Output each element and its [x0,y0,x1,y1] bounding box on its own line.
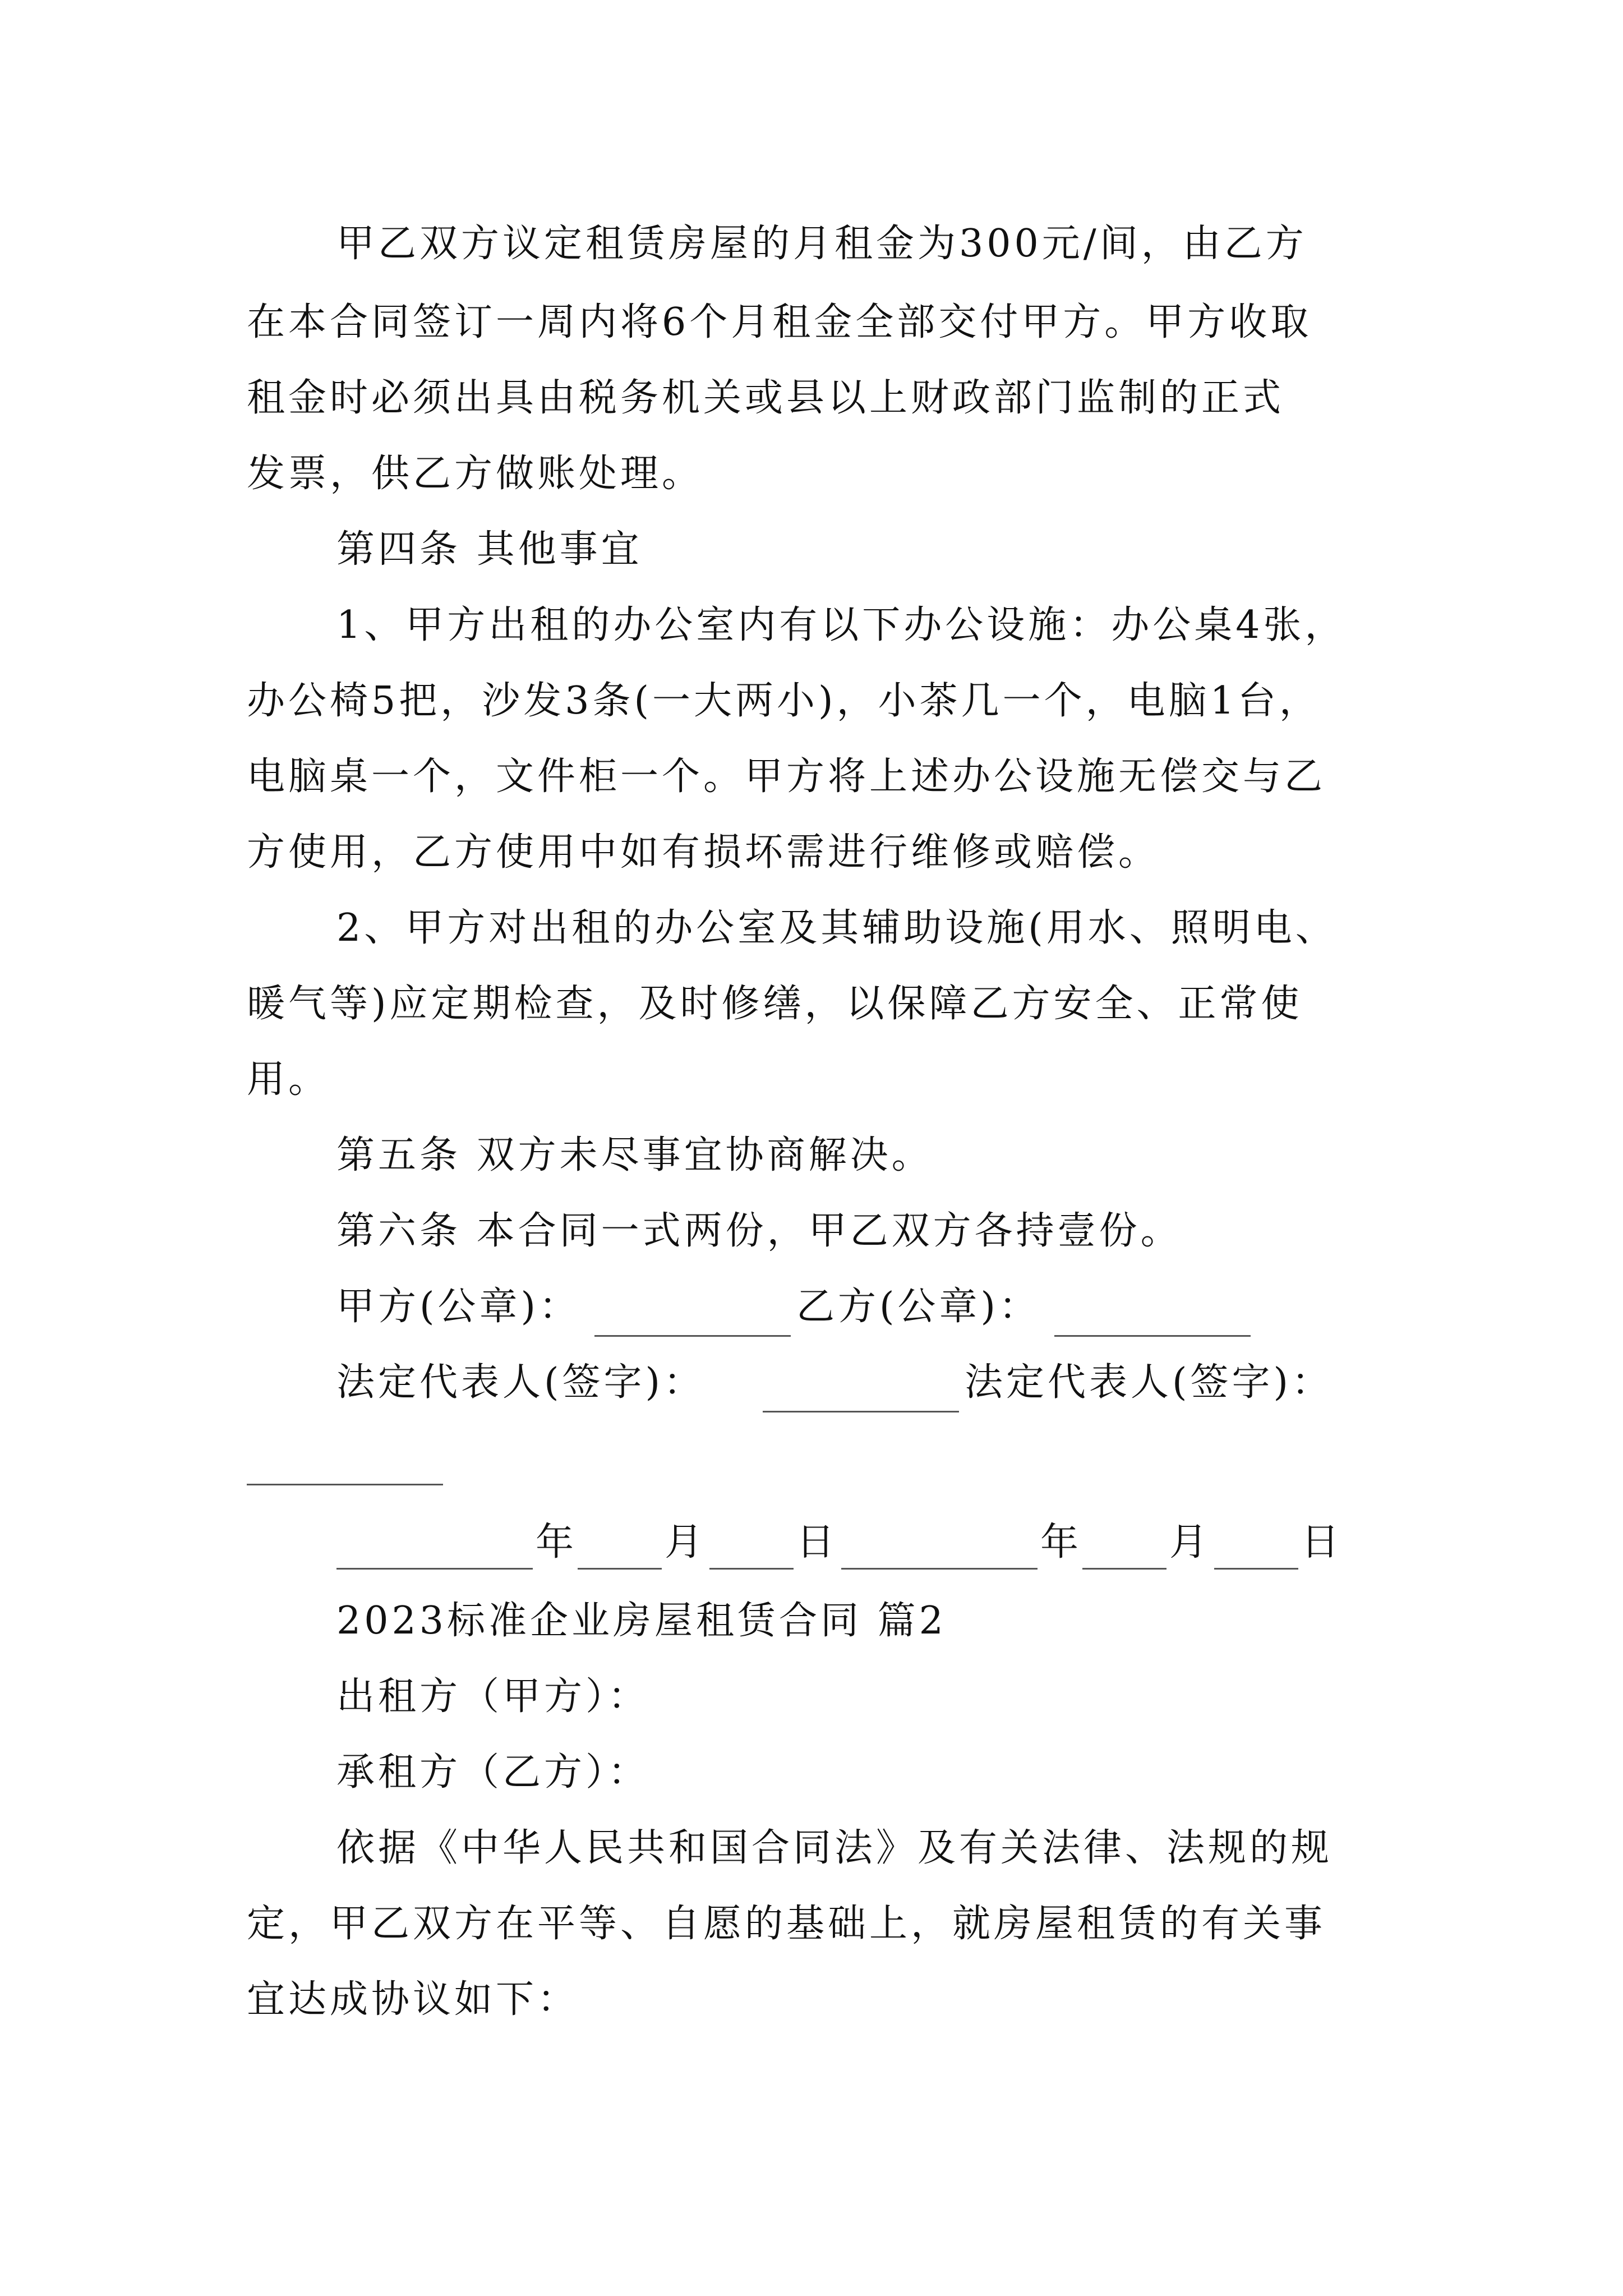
party-b-seal-label: 乙方(公章)： [796,1285,1041,1329]
paragraph-line: 在本合同签订一周内将6个月租金全部交付甲方。甲方收取 [247,300,1312,344]
month-a-blank [578,1568,662,1570]
paragraph-line: 定，甲乙双方在平等、自愿的基础上，就房屋租赁的有关事 [247,1902,1326,1946]
paragraph-line: 用。 [247,1057,330,1102]
party-a-seal-label: 甲方(公章)： [336,1285,581,1329]
paragraph-line: 租金时必须出具由税务机关或县以上财政部门监制的正式 [247,376,1285,420]
party-a-seal-blank [594,1335,791,1337]
article-heading: 第六条 本合同一式两份，甲乙双方各持壹份。 [336,1209,1182,1253]
party-b-seal-blank [1054,1335,1251,1337]
paragraph-line: 甲乙双方议定租赁房屋的月租金为300元/间，由乙方 [336,222,1307,266]
paragraph-line: 宜达成协议如下： [247,1977,579,2022]
month-a-label: 月 [665,1520,707,1565]
paragraph-line: 电脑桌一个，文件柜一个。甲方将上述办公设施无偿交与乙 [247,754,1326,799]
year-a-blank [336,1568,533,1570]
lessor-label: 出租方（甲方）： [336,1674,650,1719]
paragraph-line: 发票，供乙方做账处理。 [247,452,704,496]
month-b-blank [1082,1568,1166,1570]
paragraph-line: 办公椅5把，沙发3条(一大两小)，小茶几一个，电脑1台， [247,679,1321,723]
legal-rep-b-label: 法定代表人(签字)： [965,1360,1334,1405]
paragraph-line: 依据《中华人民共和国合同法》及有关法律、法规的规 [336,1826,1333,1870]
year-b-label: 年 [1040,1520,1082,1565]
article-heading: 第四条 其他事宜 [336,527,643,572]
section-title: 2023标准企业房屋租赁合同 篇2 [336,1599,947,1643]
legal-rep-b-blank [247,1484,443,1485]
paragraph-line: 2、甲方对出租的办公室及其辅助设施(用水、照明电、 [336,906,1337,950]
article-heading: 第五条 双方未尽事宜协商解决。 [336,1133,933,1177]
legal-rep-a-blank [763,1411,959,1412]
lessee-label: 承租方（乙方）： [336,1750,650,1795]
paragraph-line: 暖气等)应定期检查，及时修缮，以保障乙方安全、正常使 [247,982,1303,1026]
paragraph-line: 方使用，乙方使用中如有损坏需进行维修或赔偿。 [247,830,1160,875]
year-b-blank [841,1568,1038,1570]
paragraph-line: 1、甲方出租的办公室内有以下办公设施：办公桌4张， [336,603,1347,647]
year-a-label: 年 [536,1520,578,1565]
day-b-label: 日 [1301,1520,1343,1565]
month-b-label: 月 [1169,1520,1211,1565]
day-b-blank [1214,1568,1298,1570]
day-a-label: 日 [796,1520,838,1565]
day-a-blank [709,1568,794,1570]
legal-rep-a-label: 法定代表人(签字)： [336,1360,706,1405]
